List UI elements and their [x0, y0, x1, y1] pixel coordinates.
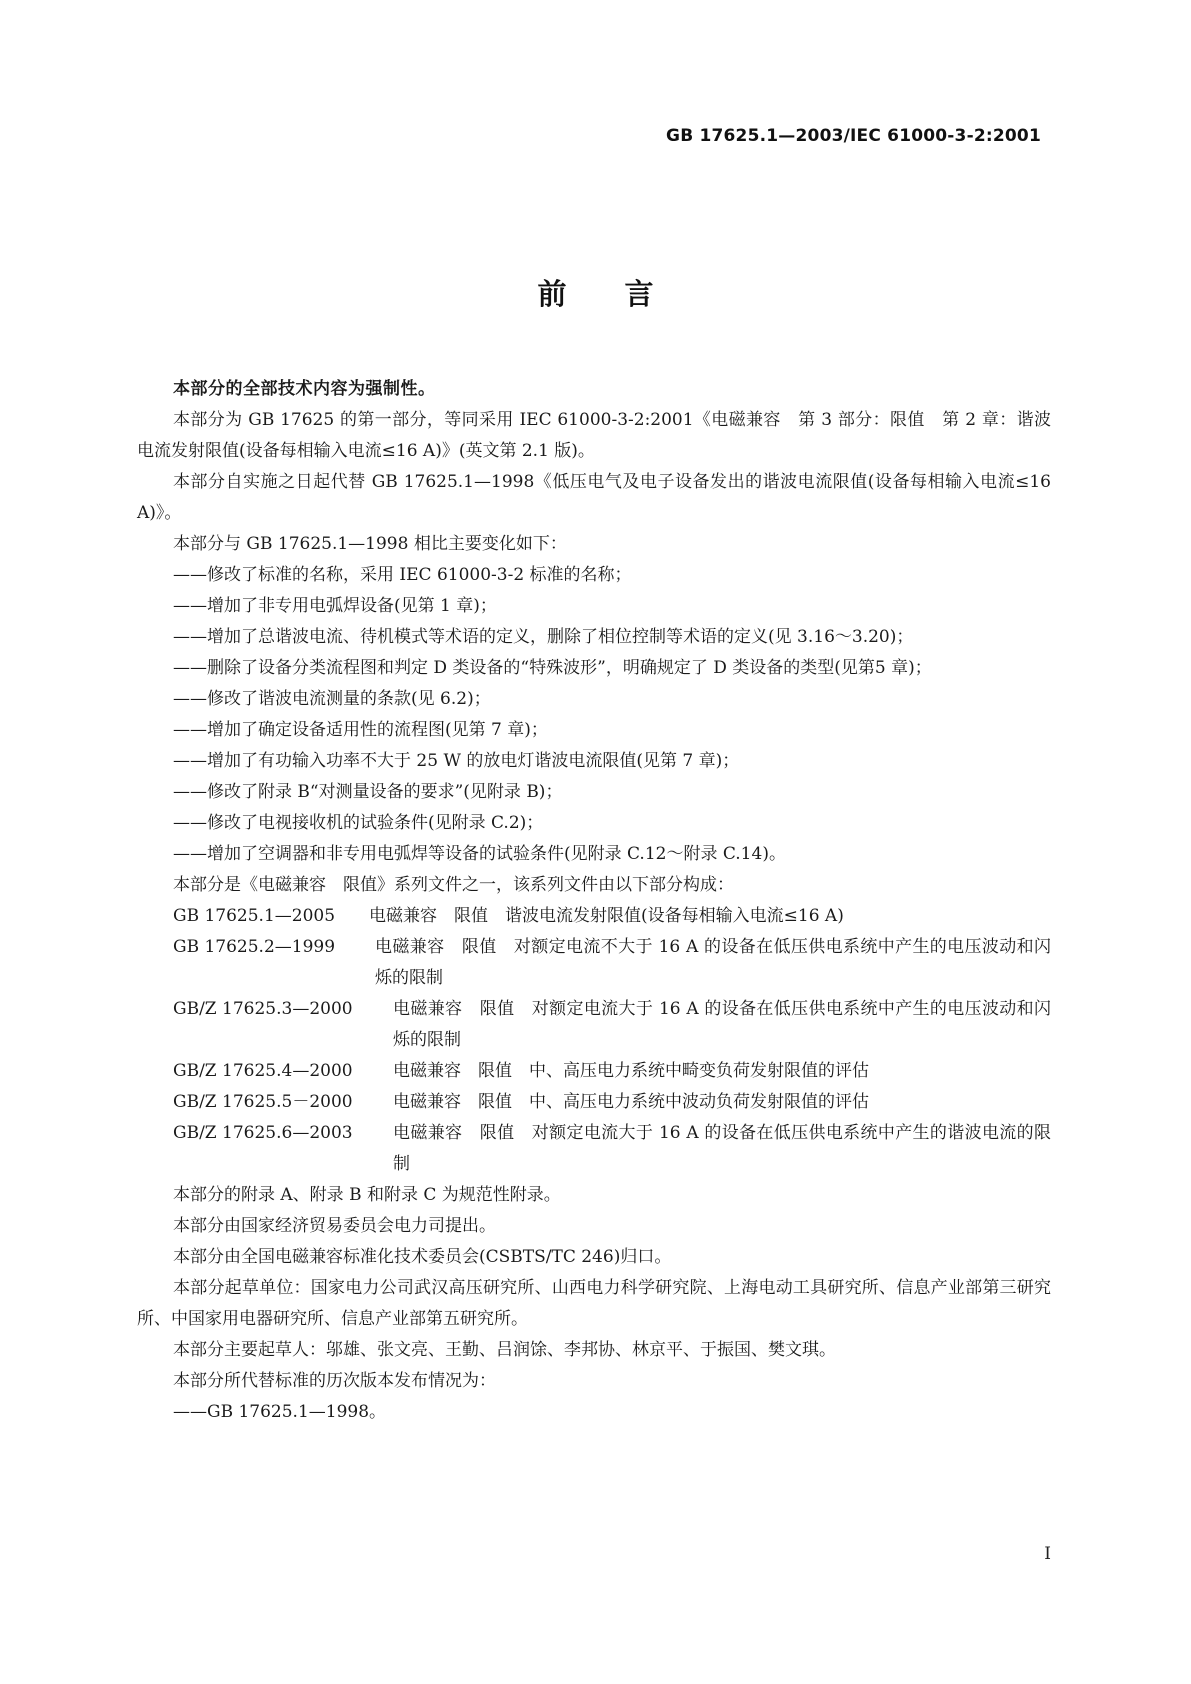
series-title: 电磁兼容 限值 谐波电流发射限值(设备每相输入电流≤16 A)	[369, 906, 844, 926]
series-number: GB/Z 17625.4—2000	[173, 1061, 353, 1081]
change-item: ——修改了电视接收机的试验条件(见附录 C.2)；	[173, 813, 544, 833]
series-list	[137, 901, 1051, 1180]
series-row	[137, 901, 1051, 932]
adoption-paragraph: 本部分为 GB 17625 的第一部分，等同采用 IEC 61000-3-2:2001《电磁兼容 第 3 部分：限值 第 2 章：谐波电流发射限值(设备每相输入电流≤16 A)》(英文第 2.1 版)。	[137, 410, 1051, 461]
series-title: 电磁兼容 限值 对额定电流不大于 16 A 的设备在低压供电系统中产生的电压波动和闪烁的限制	[375, 937, 1051, 988]
series-row	[137, 994, 1051, 1056]
document-body	[137, 374, 1051, 1428]
proposer-paragraph: 本部分由国家经济贸易委员会电力司提出。	[173, 1216, 496, 1236]
change-item: ——修改了标准的名称，采用 IEC 61000-3-2 标准的名称；	[173, 565, 632, 585]
change-item: ——删除了设备分类流程图和判定 D 类设备的“特殊波形”，明确规定了 D 类设备的类型(见第5 章)；	[173, 658, 932, 678]
change-item: ——增加了非专用电弧焊设备(见第 1 章)；	[173, 596, 497, 616]
change-item: ——增加了总谐波电流、待机模式等术语的定义，删除了相位控制等术语的定义(见 3.16～3.20)；	[173, 627, 914, 647]
drafting-units-paragraph: 本部分起草单位：国家电力公司武汉高压研究所、山西电力科学研究院、上海电动工具研究所、信息产业部第三研究所、中国家用电器研究所、信息产业部第五研究所。	[137, 1278, 1051, 1329]
series-number: GB/Z 17625.3—2000	[173, 999, 353, 1019]
series-number: GB 17625.1—2005	[173, 906, 336, 926]
series-row	[137, 1087, 1051, 1118]
series-row	[137, 932, 1051, 994]
change-item: ——修改了谐波电流测量的条款(见 6.2)；	[173, 689, 491, 709]
series-intro: 本部分是《电磁兼容 限值》系列文件之一，该系列文件由以下部分构成：	[173, 875, 734, 895]
history-item: ——GB 17625.1—1998。	[173, 1402, 387, 1422]
history-intro: 本部分所代替标准的历次版本发布情况为：	[173, 1371, 496, 1391]
series-number: GB/Z 17625.6—2003	[173, 1123, 353, 1143]
series-row	[137, 1056, 1051, 1087]
series-row	[137, 1118, 1051, 1180]
series-title: 电磁兼容 限值 对额定电流大于 16 A 的设备在低压供电系统中产生的谐波电流的限制	[393, 1123, 1051, 1174]
change-item: ——增加了确定设备适用性的流程图(见第 7 章)；	[173, 720, 548, 740]
series-number: GB/Z 17625.5－2000	[173, 1092, 353, 1112]
changes-intro: 本部分与 GB 17625.1—1998 相比主要变化如下：	[173, 534, 567, 554]
series-title: 电磁兼容 限值 中、高压电力系统中波动负荷发射限值的评估	[393, 1092, 869, 1112]
series-title: 电磁兼容 限值 中、高压电力系统中畸变负荷发射限值的评估	[393, 1061, 869, 1081]
committee-paragraph: 本部分由全国电磁兼容标准化技术委员会(CSBTS/TC 246)归口。	[173, 1247, 672, 1267]
mandatory-statement: 本部分的全部技术内容为强制性。	[173, 379, 436, 399]
standard-code: GB 17625.1—2003/IEC 61000-3-2:2001	[666, 126, 1041, 146]
page-number: I	[1044, 1544, 1051, 1564]
page-title: 前言	[537, 277, 712, 311]
drafters-paragraph: 本部分主要起草人：邬雄、张文亮、王勤、吕润馀、李邦协、林京平、于振国、樊文琪。	[173, 1340, 836, 1360]
change-item: ——增加了空调器和非专用电弧焊等设备的试验条件(见附录 C.12～附录 C.14)。	[173, 844, 786, 864]
change-item: ——增加了有功输入功率不大于 25 W 的放电灯谐波电流限值(见第 7 章)；	[173, 751, 740, 771]
annex-paragraph: 本部分的附录 A、附录 B 和附录 C 为规范性附录。	[173, 1185, 561, 1205]
series-number: GB 17625.2—1999	[173, 937, 336, 957]
series-title: 电磁兼容 限值 对额定电流大于 16 A 的设备在低压供电系统中产生的电压波动和闪烁的限制	[393, 999, 1051, 1050]
replacement-paragraph: 本部分自实施之日起代替 GB 17625.1—1998《低压电气及电子设备发出的谐波电流限值(设备每相输入电流≤16 A)》。	[137, 472, 1051, 523]
change-item: ——修改了附录 B“对测量设备的要求”(见附录 B)；	[173, 782, 563, 802]
